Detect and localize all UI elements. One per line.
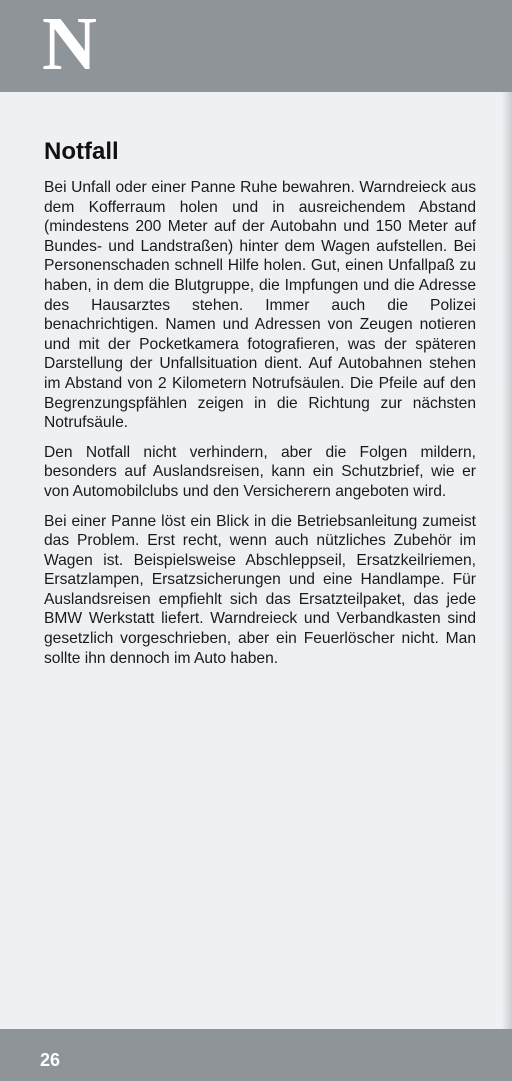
paragraph-3: Bei einer Panne löst ein Blick in die Betriebsanleitung zumeist das Problem. Erst recht, wenn auch nützliches Zubehör im Wagen ist. Beispielsweise Abschleppseil, Ersatzkeilriemen, Ersatzlampen, Ersatzsicherungen und eine Handlampe. Für Auslandsreisen empfiehlt sich das Ersatzteilpaket, das jede BMW Werkstatt liefert. Warndreieck und Verbandkasten sind gesetzlich vorgeschrieben, aber ein Feuerlöscher nicht. Man sollte ihn dennoch im Auto haben. — [44, 512, 476, 667]
page-number: 26 — [40, 1050, 61, 1070]
header-band — [0, 0, 512, 92]
article-title: Notfall — [44, 138, 119, 165]
paragraph-2: Den Notfall nicht verhindern, aber die Folgen mildern, besonders auf Auslandsreisen, kann ein Schutzbrief, wie er von Automobilclubs und den Versicherern angeboten wird. — [44, 443, 476, 500]
section-letter: N — [42, 2, 97, 86]
paragraph-1: Bei Unfall oder einer Panne Ruhe bewahren. Warndreieck aus dem Kofferraum holen und in ausreichendem Abstand (mindestens 200 Meter auf der Autobahn und 150 Meter auf Bundes- und Landstraßen) hinter dem Wagen aufstellen. Bei Personenschaden schnell Hilfe holen. Gut, einen Unfallpaß zu haben, in dem die Blutgruppe, die Impfungen und die Adresse des Hausarztes stehen. Immer auch die Polizei benachrichtigen. Namen und Adressen von Zeugen notieren und mit der Pocketkamera fotografieren, was der späteren Darstellung der Unfallsituation dient. Auf Autobahnen stehen im Abstand von 2 Kilometern Notrufsäulen. Die Pfeile auf den Begrenzungspfählen zeigen in die Richtung zur nächsten Notrufsäule. — [44, 179, 476, 432]
footer-band — [0, 1029, 512, 1081]
page-edge-shadow — [502, 92, 512, 1029]
article — [44, 136, 476, 678]
